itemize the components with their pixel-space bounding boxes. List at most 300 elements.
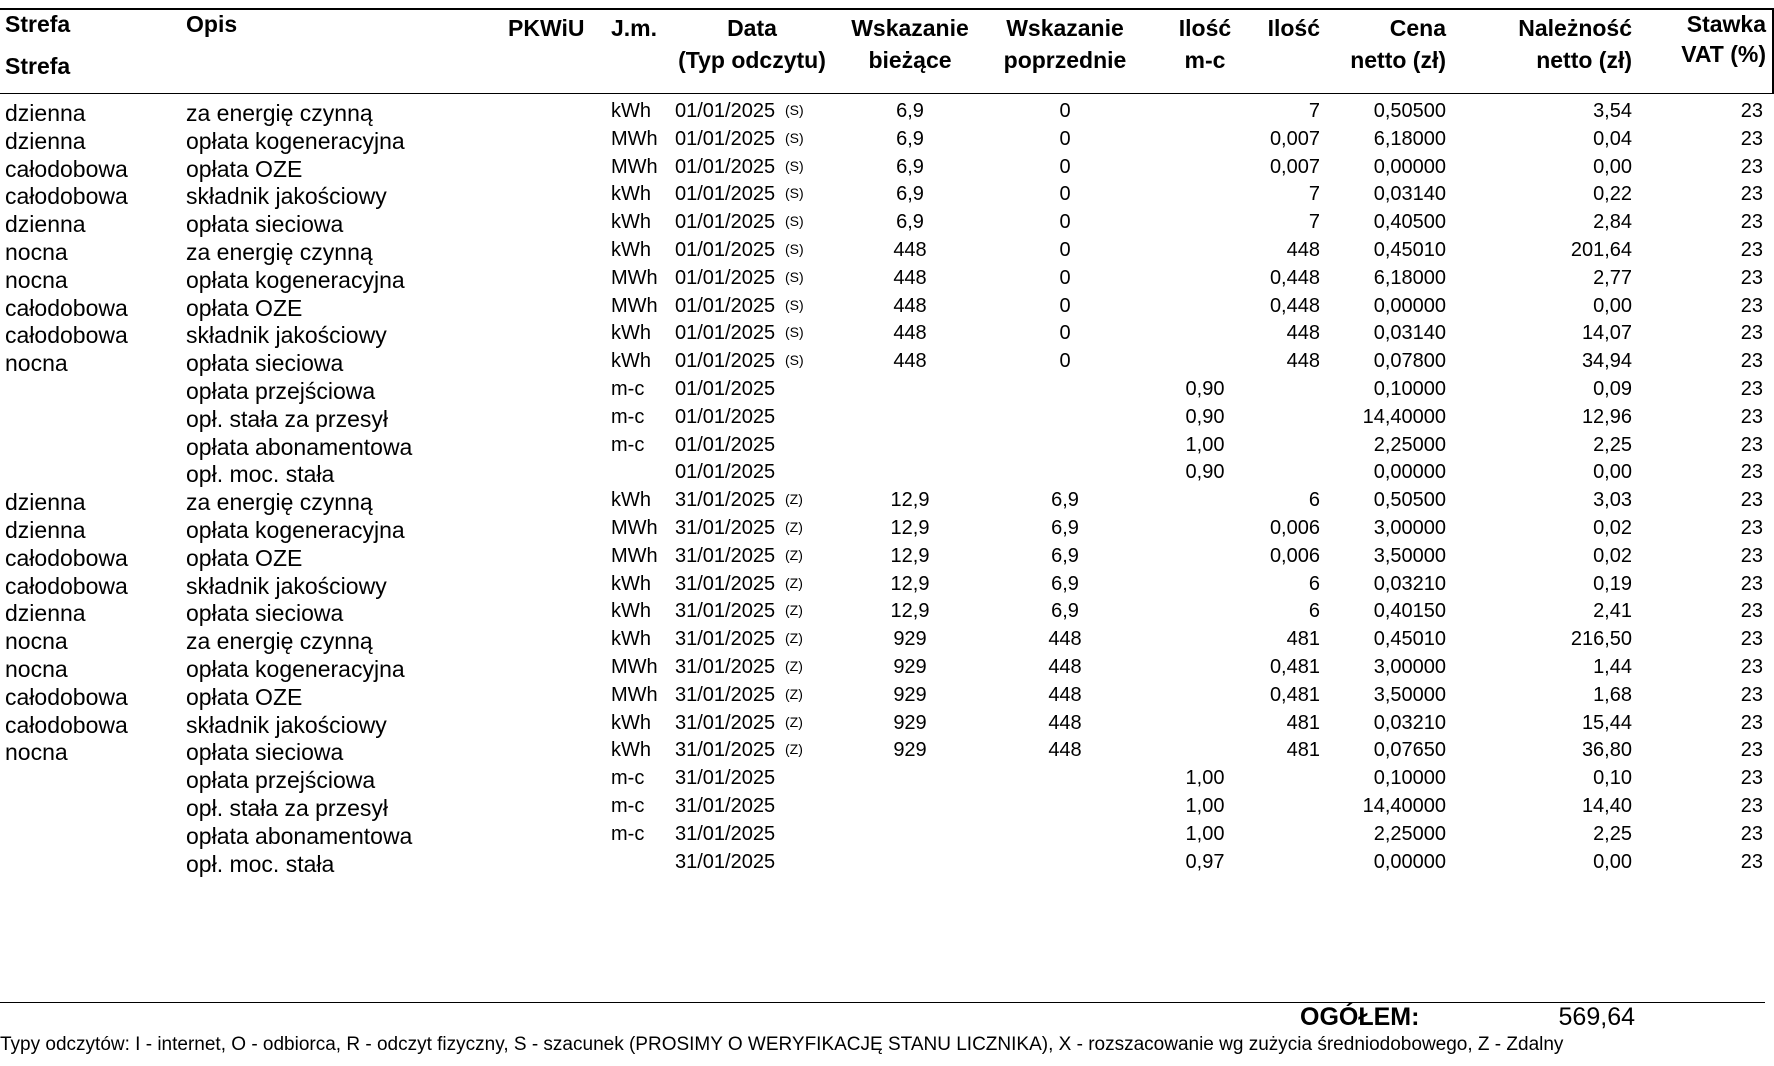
cell-stawka-vat: 23 bbox=[1740, 322, 1763, 345]
cell-typ-odczytu: (Z) bbox=[785, 546, 803, 563]
cell-typ-odczytu: (S) bbox=[785, 185, 804, 202]
cell-opis: opłata sieciowa bbox=[186, 739, 344, 766]
cell-data: 01/01/2025 bbox=[675, 350, 776, 373]
cell-wskazanie-biezace: 929 bbox=[893, 739, 927, 762]
cell-opis: opłata OZE bbox=[186, 294, 303, 321]
cell-cena-netto: 0,03210 bbox=[1373, 572, 1446, 595]
cell-strefa: nocna bbox=[5, 266, 68, 293]
cell-stawka-vat: 23 bbox=[1740, 822, 1763, 845]
cell-ilosc-mc: 1,00 bbox=[1185, 767, 1225, 790]
cell-cena-netto: 14,40000 bbox=[1362, 795, 1446, 817]
cell-wskazanie-poprzednie: 0 bbox=[1059, 183, 1071, 206]
cell-strefa: nocna bbox=[5, 739, 68, 766]
cell-jm: m-c bbox=[611, 767, 645, 790]
cell-strefa: dzienna bbox=[5, 489, 86, 516]
cell-wskazanie-poprzednie: 0 bbox=[1059, 350, 1071, 373]
cell-opis: opłata przejściowa bbox=[186, 767, 376, 794]
cell-stawka-vat: 23 bbox=[1740, 239, 1763, 261]
cell-opis: opłata sieciowa bbox=[186, 211, 344, 238]
cell-wskazanie-poprzednie: 6,9 bbox=[1051, 572, 1079, 595]
cell-naleznosc-netto: 36,80 bbox=[1581, 739, 1632, 762]
cell-stawka-vat: 23 bbox=[1740, 266, 1763, 289]
cell-jm: m-c bbox=[611, 795, 645, 817]
cell-naleznosc-netto: 0,10 bbox=[1593, 767, 1632, 790]
cell-naleznosc-netto: 0,04 bbox=[1593, 127, 1632, 150]
cell-typ-odczytu: (Z) bbox=[785, 574, 803, 591]
cell-jm: MWh bbox=[611, 266, 658, 289]
cell-typ-odczytu: (S) bbox=[785, 157, 804, 174]
cell-strefa: całodobowa bbox=[5, 711, 128, 738]
cell-wskazanie-biezace: 448 bbox=[893, 266, 927, 289]
cell-naleznosc-netto: 0,00 bbox=[1593, 850, 1632, 873]
header-data: Data bbox=[727, 15, 777, 41]
cell-opis: za energię czynną bbox=[186, 100, 373, 126]
cell-naleznosc-netto: 2,84 bbox=[1593, 211, 1632, 234]
cell-naleznosc-netto: 3,03 bbox=[1593, 489, 1632, 512]
cell-data: 01/01/2025 bbox=[675, 433, 776, 456]
cell-strefa: całodobowa bbox=[5, 544, 128, 571]
cell-stawka-vat: 23 bbox=[1740, 656, 1763, 678]
cell-stawka-vat: 23 bbox=[1740, 100, 1763, 122]
cell-stawka-vat: 23 bbox=[1740, 183, 1763, 206]
cell-opis: składnik jakościowy bbox=[186, 572, 387, 599]
cell-data: 31/01/2025 bbox=[675, 739, 776, 762]
cell-cena-netto: 0,50500 bbox=[1373, 489, 1446, 512]
cell-typ-odczytu: (Z) bbox=[785, 491, 803, 508]
cell-cena-netto: 14,40000 bbox=[1362, 405, 1446, 428]
cell-data: 01/01/2025 bbox=[675, 100, 776, 122]
header-cena: Cena bbox=[1389, 15, 1446, 41]
header-strefa-repeat: Strefa bbox=[5, 53, 71, 79]
header-poprzednie: poprzednie bbox=[1003, 47, 1127, 73]
cell-stawka-vat: 23 bbox=[1740, 433, 1763, 456]
cell-opis: za energię czynną bbox=[186, 489, 373, 516]
cell-ilosc: 448 bbox=[1286, 350, 1320, 373]
cell-data: 01/01/2025 bbox=[675, 211, 776, 234]
cell-naleznosc-netto: 14,40 bbox=[1581, 795, 1632, 817]
header-vat: VAT (%) bbox=[1681, 41, 1766, 67]
cell-data: 01/01/2025 bbox=[675, 155, 776, 178]
cell-typ-odczytu: (Z) bbox=[785, 658, 803, 674]
cell-data: 31/01/2025 bbox=[675, 628, 776, 651]
cell-naleznosc-netto: 0,00 bbox=[1593, 461, 1632, 484]
cell-ilosc-mc: 0,90 bbox=[1185, 378, 1225, 400]
cell-data: 31/01/2025 bbox=[675, 600, 776, 623]
cell-cena-netto: 3,00000 bbox=[1373, 517, 1446, 539]
cell-opis: opł. stała za przesył bbox=[186, 405, 388, 432]
cell-stawka-vat: 23 bbox=[1740, 517, 1763, 539]
cell-data: 01/01/2025 bbox=[675, 183, 776, 206]
cell-opis: opłata OZE bbox=[186, 683, 303, 710]
cell-wskazanie-poprzednie: 448 bbox=[1048, 739, 1082, 762]
cell-wskazanie-biezace: 12,9 bbox=[890, 572, 930, 595]
cell-ilosc: 0,007 bbox=[1269, 155, 1320, 178]
cell-ilosc-mc: 0,97 bbox=[1185, 850, 1225, 873]
cell-wskazanie-biezace: 929 bbox=[893, 656, 927, 678]
cell-typ-odczytu: (Z) bbox=[785, 602, 803, 619]
cell-naleznosc-netto: 0,00 bbox=[1593, 294, 1632, 317]
cell-data: 31/01/2025 bbox=[675, 656, 776, 678]
cell-opis: opłata OZE bbox=[186, 544, 303, 571]
header-pkwiu: PKWiU bbox=[508, 15, 585, 41]
cell-ilosc: 448 bbox=[1286, 239, 1320, 261]
cell-jm: m-c bbox=[611, 822, 645, 845]
cell-cena-netto: 0,00000 bbox=[1373, 850, 1446, 873]
cell-data: 01/01/2025 bbox=[675, 127, 776, 150]
total-value: 569,64 bbox=[1558, 1003, 1635, 1031]
cell-jm: m-c bbox=[611, 378, 645, 400]
header-naleznosc-netto: netto (zł) bbox=[1536, 47, 1632, 73]
cell-wskazanie-biezace: 6,9 bbox=[896, 211, 924, 234]
cell-opis: opł. moc. stała bbox=[186, 850, 335, 877]
cell-strefa: całodobowa bbox=[5, 683, 128, 710]
cell-wskazanie-poprzednie: 0 bbox=[1059, 322, 1071, 345]
cell-ilosc: 6 bbox=[1308, 600, 1320, 623]
header-jm: J.m. bbox=[611, 15, 658, 41]
cell-wskazanie-poprzednie: 0 bbox=[1059, 155, 1071, 178]
cell-jm: MWh bbox=[611, 683, 658, 706]
cell-naleznosc-netto: 15,44 bbox=[1581, 711, 1632, 734]
cell-stawka-vat: 23 bbox=[1740, 683, 1763, 706]
cell-stawka-vat: 23 bbox=[1740, 600, 1763, 623]
cell-wskazanie-biezace: 448 bbox=[893, 322, 927, 345]
cell-wskazanie-poprzednie: 0 bbox=[1059, 239, 1071, 261]
cell-naleznosc-netto: 0,02 bbox=[1593, 517, 1632, 539]
cell-jm: m-c bbox=[611, 405, 645, 428]
cell-cena-netto: 0,07800 bbox=[1373, 350, 1446, 373]
cell-wskazanie-biezace: 6,9 bbox=[896, 183, 924, 206]
cell-stawka-vat: 23 bbox=[1740, 461, 1763, 484]
cell-opis: opłata kogeneracyjna bbox=[186, 127, 405, 154]
cell-ilosc: 0,006 bbox=[1269, 517, 1320, 539]
cell-data: 01/01/2025 bbox=[675, 239, 776, 261]
cell-wskazanie-biezace: 12,9 bbox=[890, 489, 930, 512]
cell-typ-odczytu: (Z) bbox=[785, 685, 803, 702]
cell-typ-odczytu: (S) bbox=[785, 102, 804, 118]
cell-typ-odczytu: (S) bbox=[785, 268, 804, 285]
cell-data: 31/01/2025 bbox=[675, 683, 776, 706]
cell-jm: kWh bbox=[611, 183, 651, 206]
cell-strefa: całodobowa bbox=[5, 322, 128, 349]
cell-typ-odczytu: (S) bbox=[785, 241, 804, 257]
cell-naleznosc-netto: 0,19 bbox=[1593, 572, 1632, 595]
cell-typ-odczytu: (S) bbox=[785, 213, 804, 230]
cell-data: 01/01/2025 bbox=[675, 266, 776, 289]
cell-ilosc: 6 bbox=[1308, 572, 1320, 595]
cell-wskazanie-biezace: 12,9 bbox=[890, 517, 930, 539]
cell-typ-odczytu: (S) bbox=[785, 129, 804, 146]
cell-ilosc: 7 bbox=[1308, 100, 1320, 122]
cell-cena-netto: 0,07650 bbox=[1373, 739, 1446, 762]
cell-jm: kWh bbox=[611, 100, 651, 122]
cell-opis: opłata abonamentowa bbox=[186, 822, 413, 849]
cell-stawka-vat: 23 bbox=[1740, 628, 1763, 651]
cell-ilosc-mc: 0,90 bbox=[1185, 461, 1225, 484]
cell-data: 31/01/2025 bbox=[675, 795, 776, 817]
cell-stawka-vat: 23 bbox=[1740, 155, 1763, 178]
cell-stawka-vat: 23 bbox=[1740, 211, 1763, 234]
cell-stawka-vat: 23 bbox=[1740, 739, 1763, 762]
cell-strefa: całodobowa bbox=[5, 155, 128, 182]
cell-cena-netto: 3,50000 bbox=[1373, 683, 1446, 706]
cell-typ-odczytu: (S) bbox=[785, 324, 804, 341]
cell-cena-netto: 0,03140 bbox=[1373, 183, 1446, 206]
cell-jm: MWh bbox=[611, 544, 658, 567]
cell-strefa: dzienna bbox=[5, 211, 86, 238]
cell-typ-odczytu: (S) bbox=[785, 352, 804, 369]
cell-opis: składnik jakościowy bbox=[186, 183, 387, 210]
cell-wskazanie-biezace: 6,9 bbox=[896, 155, 924, 178]
cell-wskazanie-poprzednie: 6,9 bbox=[1051, 489, 1079, 512]
cell-cena-netto: 0,00000 bbox=[1373, 155, 1446, 178]
cell-cena-netto: 2,25000 bbox=[1373, 822, 1446, 845]
header-biezace: bieżące bbox=[868, 47, 952, 73]
cell-opis: składnik jakościowy bbox=[186, 322, 387, 349]
cell-ilosc: 7 bbox=[1308, 211, 1320, 234]
cell-cena-netto: 0,00000 bbox=[1373, 294, 1446, 317]
cell-jm: MWh bbox=[611, 155, 658, 178]
cell-opis: za energię czynną bbox=[186, 628, 373, 655]
cell-wskazanie-poprzednie: 0 bbox=[1059, 294, 1071, 317]
cell-naleznosc-netto: 201,64 bbox=[1570, 239, 1632, 261]
cell-stawka-vat: 23 bbox=[1740, 350, 1763, 373]
cell-cena-netto: 0,10000 bbox=[1373, 378, 1446, 400]
cell-strefa: całodobowa bbox=[5, 572, 128, 599]
cell-opis: opłata przejściowa bbox=[186, 378, 376, 404]
cell-naleznosc-netto: 216,50 bbox=[1570, 628, 1632, 651]
cell-stawka-vat: 23 bbox=[1740, 767, 1763, 790]
cell-wskazanie-biezace: 448 bbox=[893, 294, 927, 317]
cell-ilosc: 0,006 bbox=[1269, 544, 1320, 567]
cell-wskazanie-biezace: 929 bbox=[893, 711, 927, 734]
header-typ-odczytu: (Typ odczytu) bbox=[678, 47, 826, 73]
header-ilosc: Ilość bbox=[1267, 15, 1320, 41]
header-wskazanie-biezace: Wskazanie bbox=[851, 15, 969, 41]
cell-ilosc: 448 bbox=[1286, 322, 1320, 345]
cell-data: 01/01/2025 bbox=[675, 378, 776, 400]
cell-opis: opłata sieciowa bbox=[186, 600, 344, 627]
cell-jm: kWh bbox=[611, 239, 651, 261]
header-opis: Opis bbox=[186, 11, 238, 37]
cell-ilosc: 481 bbox=[1286, 739, 1320, 762]
cell-naleznosc-netto: 34,94 bbox=[1581, 350, 1632, 373]
header-cena-netto: netto (zł) bbox=[1350, 47, 1446, 73]
cell-jm: kWh bbox=[611, 489, 651, 512]
cell-wskazanie-biezace: 6,9 bbox=[896, 100, 924, 122]
cell-naleznosc-netto: 2,25 bbox=[1593, 433, 1632, 456]
cell-opis: składnik jakościowy bbox=[186, 711, 387, 738]
cell-naleznosc-netto: 0,09 bbox=[1593, 378, 1632, 400]
cell-wskazanie-poprzednie: 6,9 bbox=[1051, 600, 1079, 623]
cell-ilosc: 481 bbox=[1286, 628, 1320, 651]
cell-stawka-vat: 23 bbox=[1740, 127, 1763, 150]
cell-stawka-vat: 23 bbox=[1740, 405, 1763, 428]
cell-data: 31/01/2025 bbox=[675, 572, 776, 595]
cell-wskazanie-poprzednie: 448 bbox=[1048, 711, 1082, 734]
cell-naleznosc-netto: 1,68 bbox=[1593, 683, 1632, 706]
cell-wskazanie-biezace: 929 bbox=[893, 683, 927, 706]
cell-data: 31/01/2025 bbox=[675, 850, 776, 873]
cell-jm: kWh bbox=[611, 600, 651, 623]
header-divider bbox=[0, 93, 1774, 94]
cell-data: 31/01/2025 bbox=[675, 489, 776, 512]
cell-data: 01/01/2025 bbox=[675, 461, 776, 484]
cell-typ-odczytu: (Z) bbox=[785, 630, 803, 647]
cell-typ-odczytu: (Z) bbox=[785, 713, 803, 730]
cell-opis: za energię czynną bbox=[186, 239, 373, 265]
cell-naleznosc-netto: 2,77 bbox=[1593, 266, 1632, 289]
cell-naleznosc-netto: 2,25 bbox=[1593, 822, 1632, 845]
cell-stawka-vat: 23 bbox=[1740, 572, 1763, 595]
cell-cena-netto: 6,18000 bbox=[1373, 127, 1446, 150]
table-row bbox=[0, 848, 1774, 880]
cell-naleznosc-netto: 0,00 bbox=[1593, 155, 1632, 178]
cell-data: 01/01/2025 bbox=[675, 294, 776, 317]
cell-stawka-vat: 23 bbox=[1740, 489, 1763, 512]
cell-cena-netto: 0,03210 bbox=[1373, 711, 1446, 734]
cell-cena-netto: 6,18000 bbox=[1373, 266, 1446, 289]
cell-wskazanie-biezace: 448 bbox=[893, 350, 927, 373]
cell-wskazanie-poprzednie: 6,9 bbox=[1051, 517, 1079, 539]
cell-wskazanie-poprzednie: 6,9 bbox=[1051, 544, 1079, 567]
cell-cena-netto: 0,50500 bbox=[1373, 100, 1446, 122]
cell-naleznosc-netto: 2,41 bbox=[1593, 600, 1632, 623]
cell-stawka-vat: 23 bbox=[1740, 378, 1763, 400]
cell-naleznosc-netto: 12,96 bbox=[1581, 405, 1632, 428]
cell-jm: MWh bbox=[611, 517, 658, 539]
cell-opis: opłata abonamentowa bbox=[186, 433, 413, 460]
cell-wskazanie-biezace: 6,9 bbox=[896, 127, 924, 150]
cell-strefa: całodobowa bbox=[5, 183, 128, 210]
cell-opis: opłata sieciowa bbox=[186, 350, 344, 377]
reading-types-legend: Typy odczytów: I - internet, O - odbiorca, R - odczyt fizyczny, S - szacunek (PROSIMY O WERYFIKACJĘ STANU LICZNIKA), X - rozszacowanie wg zużycia średniodobowego, Z - Zdalny bbox=[0, 1034, 1564, 1055]
cell-cena-netto: 0,45010 bbox=[1373, 628, 1446, 651]
cell-strefa: całodobowa bbox=[5, 294, 128, 321]
cell-opis: opłata kogeneracyjna bbox=[186, 266, 405, 293]
cell-jm: kWh bbox=[611, 322, 651, 345]
cell-ilosc-mc: 1,00 bbox=[1185, 822, 1225, 845]
cell-cena-netto: 2,25000 bbox=[1373, 433, 1446, 456]
cell-cena-netto: 0,10000 bbox=[1373, 767, 1446, 790]
cell-wskazanie-biezace: 929 bbox=[893, 628, 927, 651]
cell-cena-netto: 3,00000 bbox=[1373, 656, 1446, 678]
cell-data: 01/01/2025 bbox=[675, 322, 776, 345]
header-ilosc-mc: Ilość bbox=[1178, 15, 1232, 41]
cell-strefa: nocna bbox=[5, 239, 68, 265]
cell-data: 31/01/2025 bbox=[675, 711, 776, 734]
cell-wskazanie-poprzednie: 0 bbox=[1059, 100, 1071, 122]
cell-wskazanie-biezace: 12,9 bbox=[890, 600, 930, 623]
cell-ilosc-mc: 1,00 bbox=[1185, 433, 1225, 456]
cell-strefa: dzienna bbox=[5, 517, 86, 543]
cell-jm: MWh bbox=[611, 294, 658, 317]
cell-opis: opł. stała za przesył bbox=[186, 795, 388, 821]
cell-wskazanie-poprzednie: 0 bbox=[1059, 266, 1071, 289]
cell-data: 31/01/2025 bbox=[675, 517, 776, 539]
cell-cena-netto: 0,00000 bbox=[1373, 461, 1446, 484]
cell-typ-odczytu: (Z) bbox=[785, 741, 803, 758]
cell-strefa: dzienna bbox=[5, 100, 86, 126]
cell-ilosc: 0,481 bbox=[1269, 656, 1320, 678]
cell-cena-netto: 3,50000 bbox=[1373, 544, 1446, 567]
cell-naleznosc-netto: 0,22 bbox=[1593, 183, 1632, 206]
cell-opis: opł. moc. stała bbox=[186, 461, 335, 488]
cell-ilosc: 0,448 bbox=[1269, 266, 1320, 289]
cell-wskazanie-biezace: 448 bbox=[893, 239, 927, 261]
cell-data: 31/01/2025 bbox=[675, 767, 776, 790]
cell-ilosc: 0,481 bbox=[1269, 683, 1320, 706]
cell-stawka-vat: 23 bbox=[1740, 795, 1763, 817]
cell-opis: opłata OZE bbox=[186, 155, 303, 182]
cell-stawka-vat: 23 bbox=[1740, 711, 1763, 734]
cell-jm: m-c bbox=[611, 433, 645, 456]
cell-naleznosc-netto: 14,07 bbox=[1581, 322, 1632, 345]
header-naleznosc: Należność bbox=[1518, 15, 1632, 41]
cell-stawka-vat: 23 bbox=[1740, 850, 1763, 873]
cell-ilosc: 0,007 bbox=[1269, 127, 1320, 150]
header-mc: m-c bbox=[1184, 47, 1226, 73]
cell-jm: kWh bbox=[611, 628, 651, 651]
table-top-border bbox=[0, 8, 1774, 10]
cell-typ-odczytu: (Z) bbox=[785, 519, 803, 535]
header-strefa: Strefa bbox=[5, 11, 71, 37]
cell-wskazanie-poprzednie: 448 bbox=[1048, 628, 1082, 651]
cell-data: 31/01/2025 bbox=[675, 822, 776, 845]
cell-jm: MWh bbox=[611, 656, 658, 678]
cell-stawka-vat: 23 bbox=[1740, 544, 1763, 567]
cell-naleznosc-netto: 0,02 bbox=[1593, 544, 1632, 567]
header-stawka: Stawka bbox=[1686, 11, 1766, 37]
cell-wskazanie-poprzednie: 448 bbox=[1048, 683, 1082, 706]
cell-strefa: nocna bbox=[5, 656, 68, 682]
cell-ilosc-mc: 0,90 bbox=[1185, 405, 1225, 428]
cell-wskazanie-poprzednie: 448 bbox=[1048, 656, 1082, 678]
cell-ilosc: 481 bbox=[1286, 711, 1320, 734]
cell-jm: kWh bbox=[611, 211, 651, 234]
cell-naleznosc-netto: 3,54 bbox=[1593, 100, 1632, 122]
cell-ilosc: 0,448 bbox=[1269, 294, 1320, 317]
total-label: OGÓŁEM: bbox=[1300, 1003, 1420, 1031]
cell-strefa: nocna bbox=[5, 350, 68, 377]
cell-strefa: nocna bbox=[5, 628, 68, 655]
cell-ilosc: 6 bbox=[1308, 489, 1320, 512]
cell-data: 01/01/2025 bbox=[675, 405, 776, 428]
cell-naleznosc-netto: 1,44 bbox=[1593, 656, 1632, 678]
cell-jm: kWh bbox=[611, 739, 651, 762]
cell-jm: kWh bbox=[611, 572, 651, 595]
cell-ilosc: 7 bbox=[1308, 183, 1320, 206]
cell-opis: opłata kogeneracyjna bbox=[186, 656, 405, 682]
cell-wskazanie-poprzednie: 0 bbox=[1059, 211, 1071, 234]
cell-data: 31/01/2025 bbox=[675, 544, 776, 567]
table-bottom-border bbox=[0, 1002, 1765, 1003]
cell-strefa: dzienna bbox=[5, 600, 86, 627]
cell-jm: kWh bbox=[611, 350, 651, 373]
cell-ilosc-mc: 1,00 bbox=[1185, 795, 1225, 817]
cell-stawka-vat: 23 bbox=[1740, 294, 1763, 317]
cell-cena-netto: 0,40150 bbox=[1373, 600, 1446, 623]
header-wskazanie-poprzednie: Wskazanie bbox=[1006, 15, 1124, 41]
cell-cena-netto: 0,45010 bbox=[1373, 239, 1446, 261]
cell-cena-netto: 0,03140 bbox=[1373, 322, 1446, 345]
cell-strefa: dzienna bbox=[5, 127, 86, 154]
cell-wskazanie-biezace: 12,9 bbox=[890, 544, 930, 567]
cell-typ-odczytu: (S) bbox=[785, 296, 804, 313]
cell-wskazanie-poprzednie: 0 bbox=[1059, 127, 1071, 150]
cell-jm: MWh bbox=[611, 127, 658, 150]
cell-jm: kWh bbox=[611, 711, 651, 734]
cell-opis: opłata kogeneracyjna bbox=[186, 517, 405, 543]
